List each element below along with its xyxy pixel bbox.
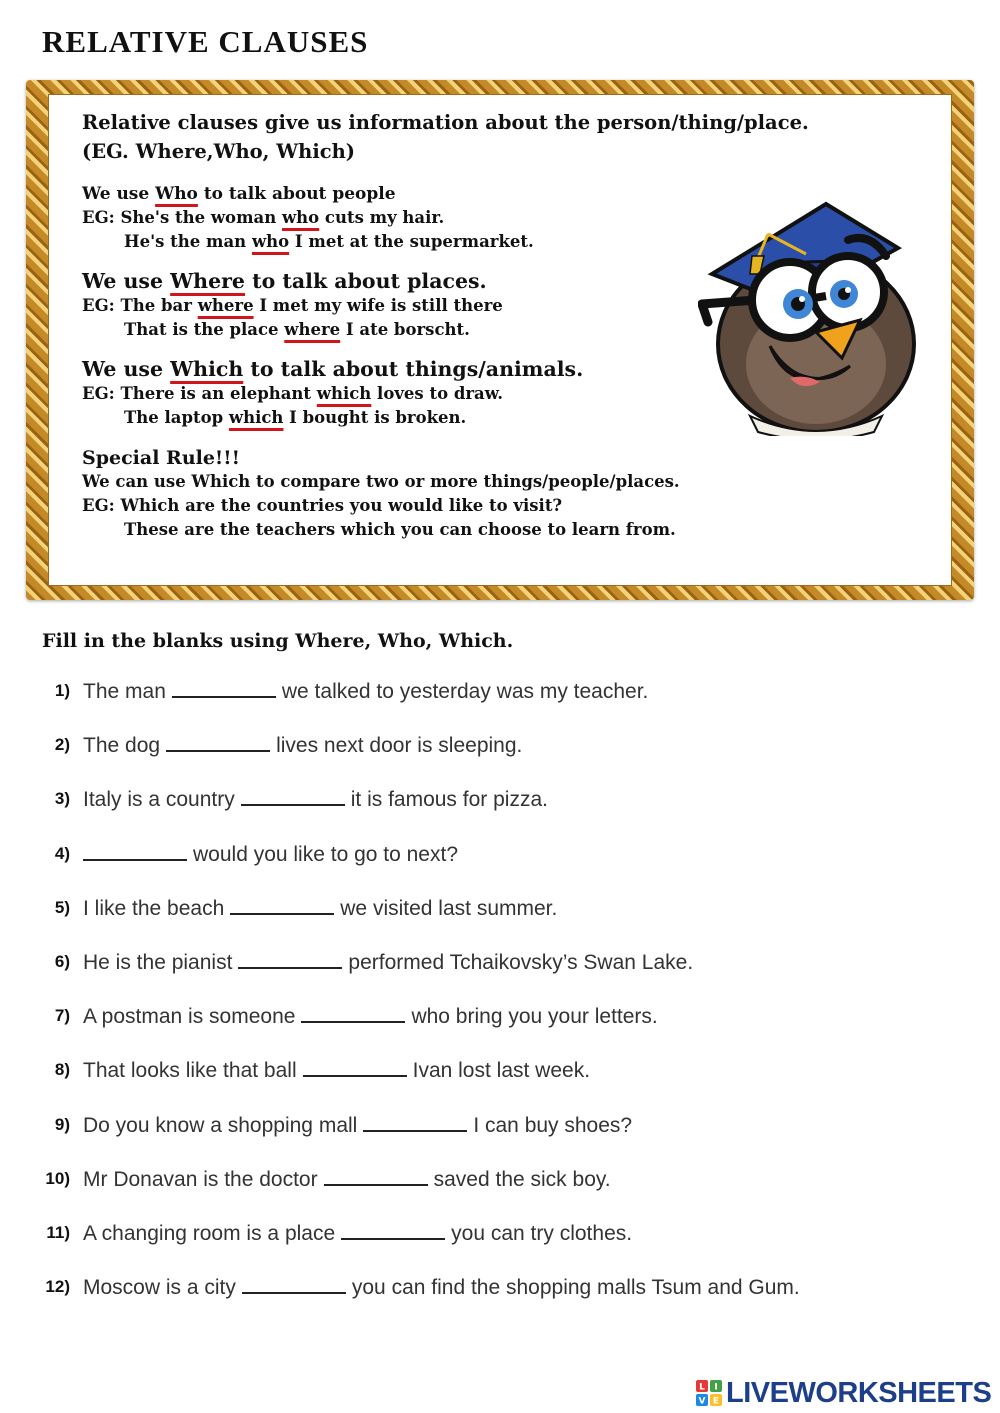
question-text-after: would you like to go to next? — [193, 842, 459, 866]
logo-mark-letter: V — [698, 1396, 706, 1406]
question-text-after: we talked to yesterday was my teacher. — [281, 680, 649, 703]
intro-examples-line: (EG. Where,Who, Which) — [82, 140, 355, 163]
special-rule-heading: Special Rule!!! — [82, 447, 240, 469]
where-keyword: where — [284, 320, 341, 339]
question-item — [30, 1057, 930, 1111]
special-rule-example-1: EG: Which are the countries you would like to visit? — [82, 496, 563, 515]
liveworksheets-logo[interactable] — [696, 1376, 991, 1410]
question-text-before: That looks like that ball — [83, 1059, 297, 1083]
question-number: 8) — [54, 1060, 70, 1080]
where-section — [82, 268, 702, 342]
who-heading: We use Who to talk about people — [82, 184, 396, 204]
answer-blank[interactable] — [363, 1112, 467, 1132]
question-item — [30, 1274, 930, 1328]
question-number: 5) — [54, 897, 70, 917]
question-text-after: you can try clothes. — [451, 1221, 633, 1245]
which-section — [82, 356, 702, 430]
who-keyword: who — [251, 232, 290, 251]
where-heading: We use Where to talk about places. — [82, 269, 487, 293]
who-example-1: EG: She's the woman who cuts my hair. — [82, 208, 445, 227]
who-section — [82, 182, 702, 254]
question-text-after: I can buy shoes? — [473, 1113, 633, 1137]
which-heading: We use Which to talk about things/animals. — [82, 357, 584, 381]
which-keyword: which — [316, 384, 372, 403]
liveworksheets-logo-icon — [696, 1380, 722, 1406]
question-number: 10) — [45, 1168, 70, 1188]
question-item — [30, 1112, 930, 1166]
intro-line: Relative clauses give us information about the person/thing/place. — [82, 111, 809, 134]
question-text-before: Do you know a shopping mall — [83, 1113, 358, 1137]
logo-mark-letter: L — [699, 1382, 705, 1393]
question-text-before: I like the beach — [83, 896, 225, 920]
answer-blank[interactable] — [166, 732, 270, 752]
who-keyword: who — [281, 208, 320, 227]
question-text-after: it is famous for pizza. — [350, 788, 548, 812]
question-number: 4) — [54, 843, 70, 863]
question-text-after: we visited last summer. — [340, 896, 558, 920]
lesson-content — [82, 108, 809, 542]
question-number: 7) — [54, 1006, 70, 1026]
question-number: 3) — [54, 789, 70, 809]
answer-blank[interactable] — [303, 1057, 407, 1077]
which-example-2: The laptop which I bought is broken. — [124, 408, 467, 427]
owl-teacher-illustration — [698, 196, 924, 436]
special-rule-section — [82, 446, 702, 542]
where-keyword: where — [197, 296, 254, 315]
question-number: 1) — [54, 681, 70, 700]
who-keyword: Who — [155, 184, 198, 204]
question-text-before: A postman is someone — [83, 1005, 296, 1029]
which-example-1: EG: There is an elephant which loves to draw. — [82, 384, 504, 403]
question-item — [30, 1003, 930, 1057]
question-text-after: performed Tchaikovsky’s Swan Lake. — [348, 950, 694, 974]
special-rule-example-2: These are the teachers which you can choose to learn from. — [124, 520, 676, 539]
question-item — [30, 841, 930, 895]
exercise-instruction: Fill in the blanks using Where, Who, Which. — [42, 630, 514, 652]
who-example-2: He's the man who I met at the supermarket. — [124, 232, 534, 251]
exercise-list — [30, 678, 930, 1328]
question-text-before: Moscow is a city — [83, 1276, 236, 1300]
question-text-before: The man — [83, 680, 166, 703]
answer-blank[interactable] — [230, 895, 334, 915]
question-text-before: Mr Donavan is the doctor — [83, 1167, 318, 1191]
question-item — [30, 732, 930, 786]
logo-mark-letter: I — [714, 1382, 718, 1393]
where-keyword: Where — [170, 269, 245, 293]
question-text-before: The dog — [83, 734, 161, 758]
answer-blank[interactable] — [242, 1274, 346, 1294]
question-text-before: A changing room is a place — [83, 1221, 336, 1245]
answer-blank[interactable] — [241, 786, 345, 806]
question-text-after: you can find the shopping malls Tsum and Gum. — [351, 1276, 800, 1300]
question-item — [30, 1220, 930, 1274]
question-item — [30, 678, 930, 732]
liveworksheets-logo-text: LIVEWORKSHEETS — [726, 1376, 992, 1409]
answer-blank[interactable] — [301, 1003, 405, 1023]
question-text-after: Ivan lost last week. — [412, 1059, 591, 1083]
answer-blank[interactable] — [324, 1166, 428, 1186]
question-text-after: who bring you your letters. — [411, 1005, 658, 1029]
which-keyword: Which — [170, 357, 244, 381]
page-title: RELATIVE CLAUSES — [42, 24, 369, 59]
question-item — [30, 1166, 930, 1220]
answer-blank[interactable] — [341, 1220, 445, 1240]
question-number: 2) — [54, 735, 70, 755]
answer-blank[interactable] — [172, 678, 276, 698]
question-number: 6) — [54, 951, 70, 971]
question-item — [30, 949, 930, 1003]
special-rule-line: We can use Which to compare two or more things/people/places. — [82, 472, 680, 491]
answer-blank[interactable] — [83, 841, 187, 861]
question-text-after: saved the sick boy. — [433, 1167, 611, 1191]
which-keyword: which — [228, 408, 284, 427]
question-item — [30, 786, 930, 840]
question-number: 9) — [54, 1114, 70, 1134]
question-item — [30, 895, 930, 949]
where-example-2: That is the place where I ate borscht. — [124, 320, 470, 339]
answer-blank[interactable] — [238, 949, 342, 969]
question-text-before: Italy is a country — [83, 788, 235, 812]
logo-mark-letter: E — [712, 1396, 720, 1406]
question-text-before: He is the pianist — [83, 950, 233, 974]
question-number: 11) — [46, 1222, 70, 1242]
question-number: 12) — [45, 1277, 70, 1297]
where-example-1: EG: The bar where I met my wife is still there — [82, 296, 503, 315]
question-text-after: lives next door is sleeping. — [276, 734, 523, 758]
